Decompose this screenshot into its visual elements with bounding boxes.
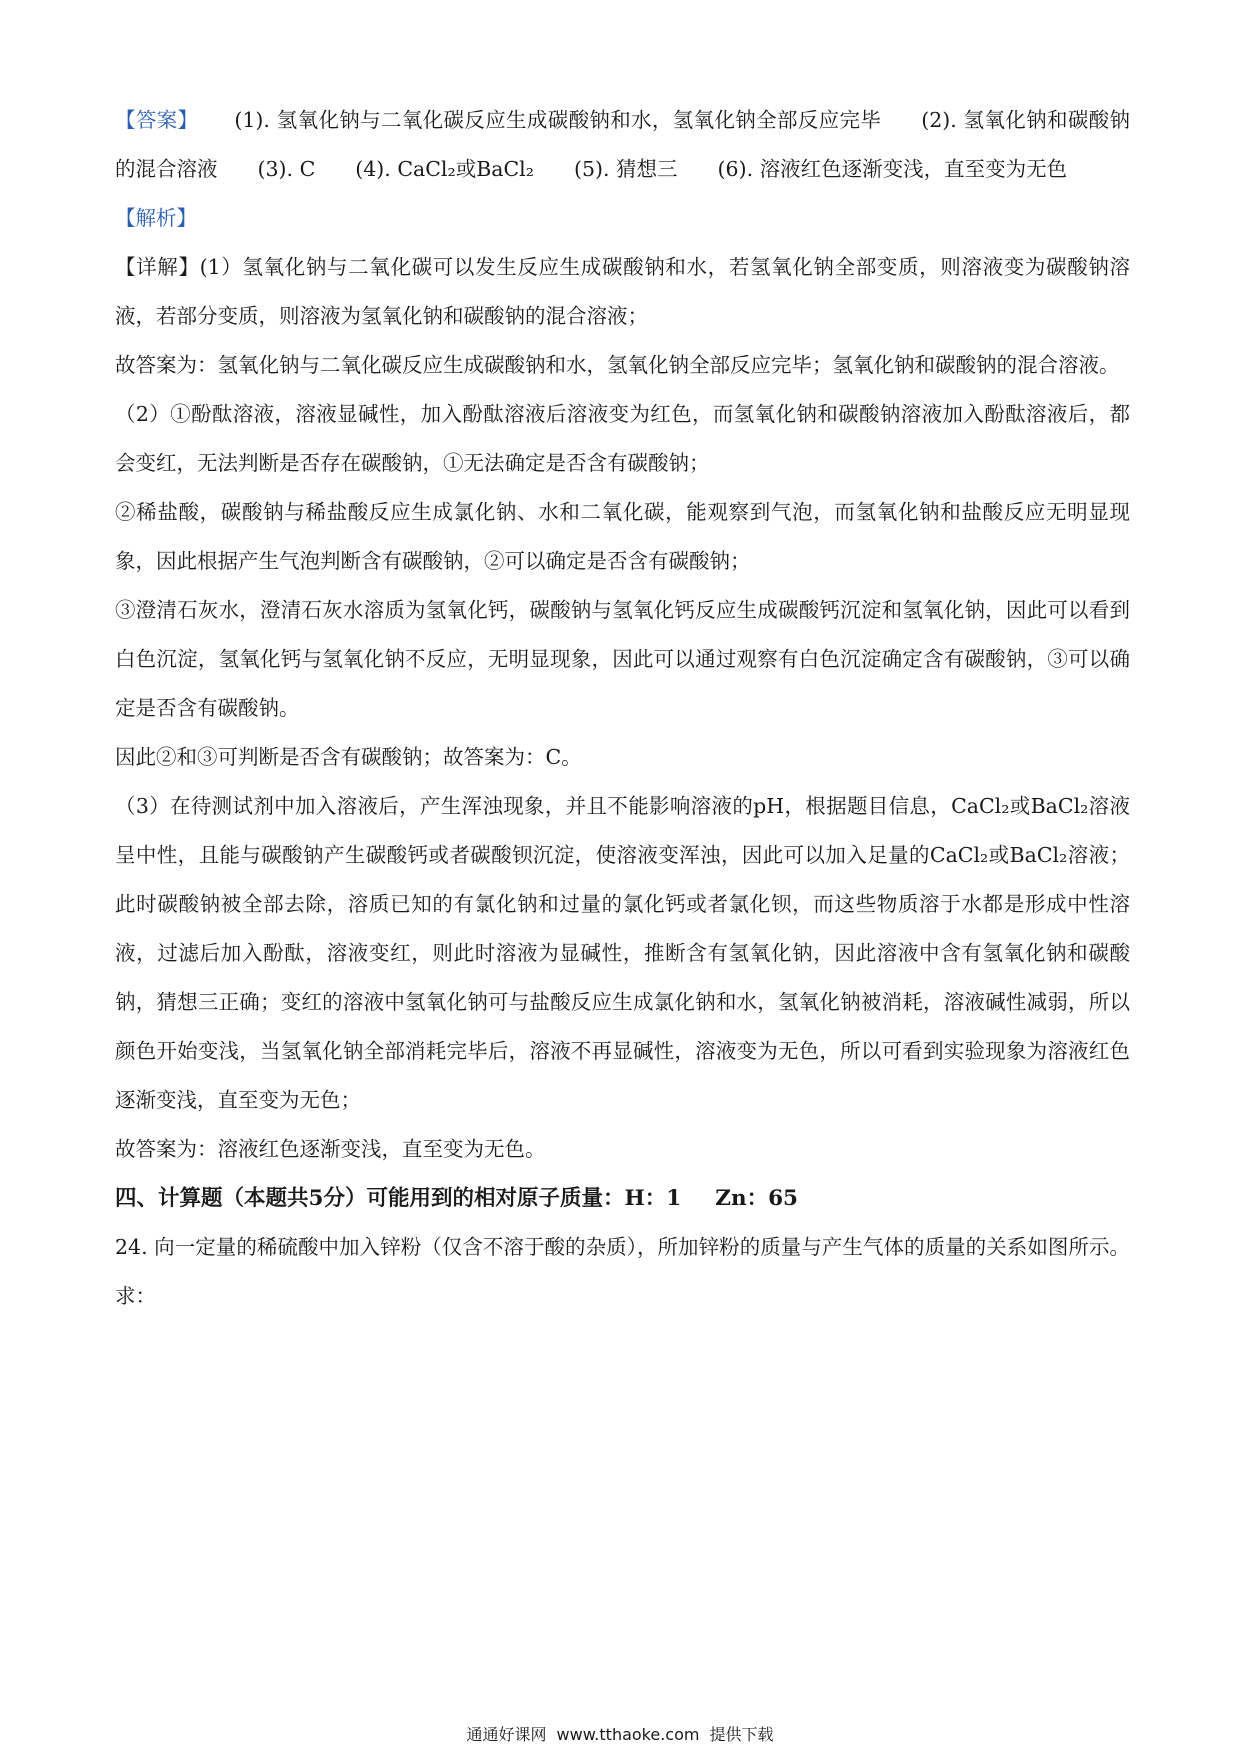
analysis-tag: 【解析】 [115, 206, 197, 230]
footer-download: 提供下载 [709, 1725, 774, 1744]
detail-text-1: (1）氢氧化钠与二氧化碳可以发生反应生成碳酸钠和水，若氢氧化钠全部变质，则溶液变为碳酸钠溶液，若部分变质，则溶液为氢氧化钠和碳酸钠的混合溶液； [115, 255, 1130, 328]
answer-item-5: (5). 猜想三 [573, 157, 678, 181]
document-page [115, 96, 1130, 1321]
detail-paragraph-4: ②稀盐酸，碳酸钠与稀盐酸反应生成氯化钠、水和二氧化碳，能观察到气泡，而氢氧化钠和盐酸反应无明显现象，因此根据产生气泡判断含有碳酸钠，②可以确定是否含有碳酸钠； [115, 500, 1130, 573]
answer-tag: 【答案】 [115, 108, 199, 132]
section-heading [115, 1174, 1130, 1223]
answer-item-4: (4). CaCl₂或BaCl₂ [355, 157, 534, 181]
question-paragraph: 24. 向一定量的稀硫酸中加入锌粉（仅含不溶于酸的杂质），所加锌粉的质量与产生气体的质量的关系如图所示。求： [115, 1235, 1130, 1308]
answer-item-3: (3). C [257, 157, 316, 181]
footer-site-name: 通通好课网 [466, 1725, 547, 1744]
answer-item-6: (6). 溶液红色逐渐变浅，直至变为无色 [717, 157, 1068, 181]
detail-paragraph-5: ③澄清石灰水，澄清石灰水溶质为氢氧化钙，碳酸钠与氢氧化钙反应生成碳酸钙沉淀和氢氧化钠，因此可以看到白色沉淀，氢氧化钙与氢氧化钠不反应，无明显现象，因此可以通过观察有白色沉淀确定含有碳酸钠，③可以确定是否含有碳酸钠。 [115, 598, 1130, 720]
page-footer [0, 1722, 1240, 1745]
footer-url[interactable]: www.tthaoke.com [556, 1725, 700, 1744]
detail-paragraph-2: 故答案为：氢氧化钠与二氧化碳反应生成碳酸钠和水，氢氧化钠全部反应完毕；氢氧化钠和碳酸钠的混合溶液。 [115, 353, 1120, 377]
detail-paragraph-3: （2）①酚酞溶液，溶液显碱性，加入酚酞溶液后溶液变为红色，而氢氧化钠和碳酸钠溶液加入酚酞溶液后，都会变红，无法判断是否存在碳酸钠，①无法确定是否含有碳酸钠； [115, 402, 1130, 475]
detail-paragraph-6: 因此②和③可判断是否含有碳酸钠；故答案为：C。 [115, 745, 582, 769]
section-title: 四、计算题（本题共5分）可能用到的相对原子质量：H：1 [115, 1186, 682, 1211]
answer-item-2: (2). 氢氧化钠和碳酸钠的混合溶液 [115, 108, 1131, 181]
detail-tag: 【详解】 [115, 255, 200, 279]
detail-paragraph-7: （3）在待测试剂中加入溶液后，产生浑浊现象，并且不能影响溶液的pH，根据题目信息，CaCl₂或BaCl₂溶液呈中性，且能与碳酸钠产生碳酸钙或者碳酸钡沉淀，使溶液变浑浊，因此可以加入足量的CaCl₂或BaCl₂溶液；此时碳酸钠被全部去除，溶质已知的有氯化钠和过量的氯化钙或者氯化钡，而这些物质溶于水都是形成中性溶液，过滤后加入酚酞，溶液变红，则此时溶液为显碱性，推断含有氢氧化钠，因此溶液中含有氢氧化钠和碳酸钠，猜想三正确；变红的溶液中氢氧化钠可与盐酸反应生成氯化钠和水，氢氧化钠被消耗，溶液碱性减弱，所以颜色开始变浅，当氢氧化钠全部消耗完毕后，溶液不再显碱性，溶液变为无色，所以可看到实验现象为溶液红色逐渐变浅，直至变为无色； [115, 794, 1130, 1112]
analysis-heading [115, 194, 1130, 243]
answer-item-1: (1). 氢氧化钠与二氧化碳反应生成碳酸钠和水，氢氧化钠全部反应完毕 [234, 108, 882, 132]
detail-paragraph-8: 故答案为：溶液红色逐渐变浅，直至变为无色。 [115, 1137, 546, 1161]
section-zn-mass: Zn：65 [715, 1186, 798, 1211]
answer-paragraph [115, 96, 1130, 194]
detail-paragraph-1 [115, 243, 1130, 341]
